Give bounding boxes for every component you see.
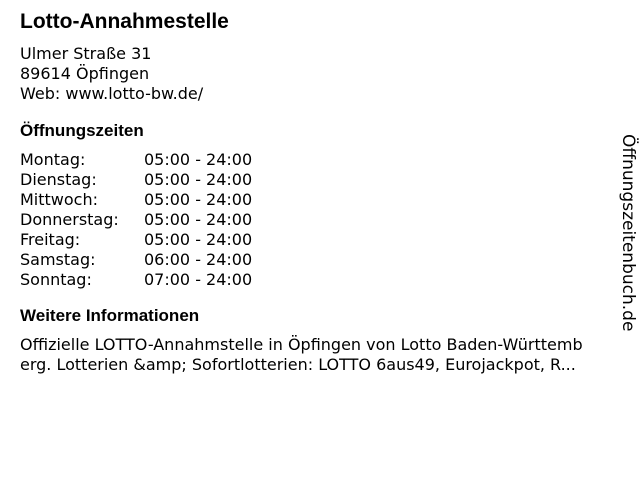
day-label: Donnerstag: <box>20 210 119 229</box>
hours-row-thursday <box>20 210 632 230</box>
hours-row-friday <box>20 230 632 250</box>
hours-row-saturday <box>20 250 632 270</box>
day-label: Freitag: <box>20 230 81 249</box>
day-label: Mittwoch: <box>20 190 98 209</box>
info-heading: Weitere Informationen <box>20 306 200 325</box>
address-block <box>20 44 632 104</box>
time-range: 05:00 - 24:00 <box>144 190 253 209</box>
day-label: Samstag: <box>20 250 96 269</box>
time-range: 05:00 - 24:00 <box>144 150 253 169</box>
watermark-text: Öffnungszeitenbuch.de <box>618 134 638 332</box>
watermark-label <box>616 134 640 364</box>
hours-table <box>20 150 632 290</box>
address-street: Ulmer Straße 31 <box>20 44 152 63</box>
day-label: Dienstag: <box>20 170 97 189</box>
time-range: 05:00 - 24:00 <box>144 170 253 189</box>
time-range: 06:00 - 24:00 <box>144 250 253 269</box>
info-line-2: erg. Lotterien &amp; Sofortlotterien: LOTTO 6aus49, Eurojackpot, R... <box>20 355 576 374</box>
info-description <box>20 335 630 375</box>
info-line-1: Offizielle LOTTO-Annahmstelle in Öpfingen von Lotto Baden-Württemb <box>20 335 583 354</box>
time-range: 07:00 - 24:00 <box>144 270 253 289</box>
day-label: Sonntag: <box>20 270 92 289</box>
hours-row-monday <box>20 150 632 170</box>
time-range: 05:00 - 24:00 <box>144 210 253 229</box>
website-line: Web: www.lotto-bw.de/ <box>20 84 204 103</box>
hours-heading: Öffnungszeiten <box>20 121 144 140</box>
store-card <box>20 8 632 375</box>
time-range: 05:00 - 24:00 <box>144 230 253 249</box>
store-title: Lotto-Annahmestelle <box>20 10 229 33</box>
hours-row-sunday <box>20 270 632 290</box>
hours-row-tuesday <box>20 170 632 190</box>
address-city: 89614 Öpfingen <box>20 64 150 83</box>
day-label: Montag: <box>20 150 86 169</box>
hours-row-wednesday <box>20 190 632 210</box>
